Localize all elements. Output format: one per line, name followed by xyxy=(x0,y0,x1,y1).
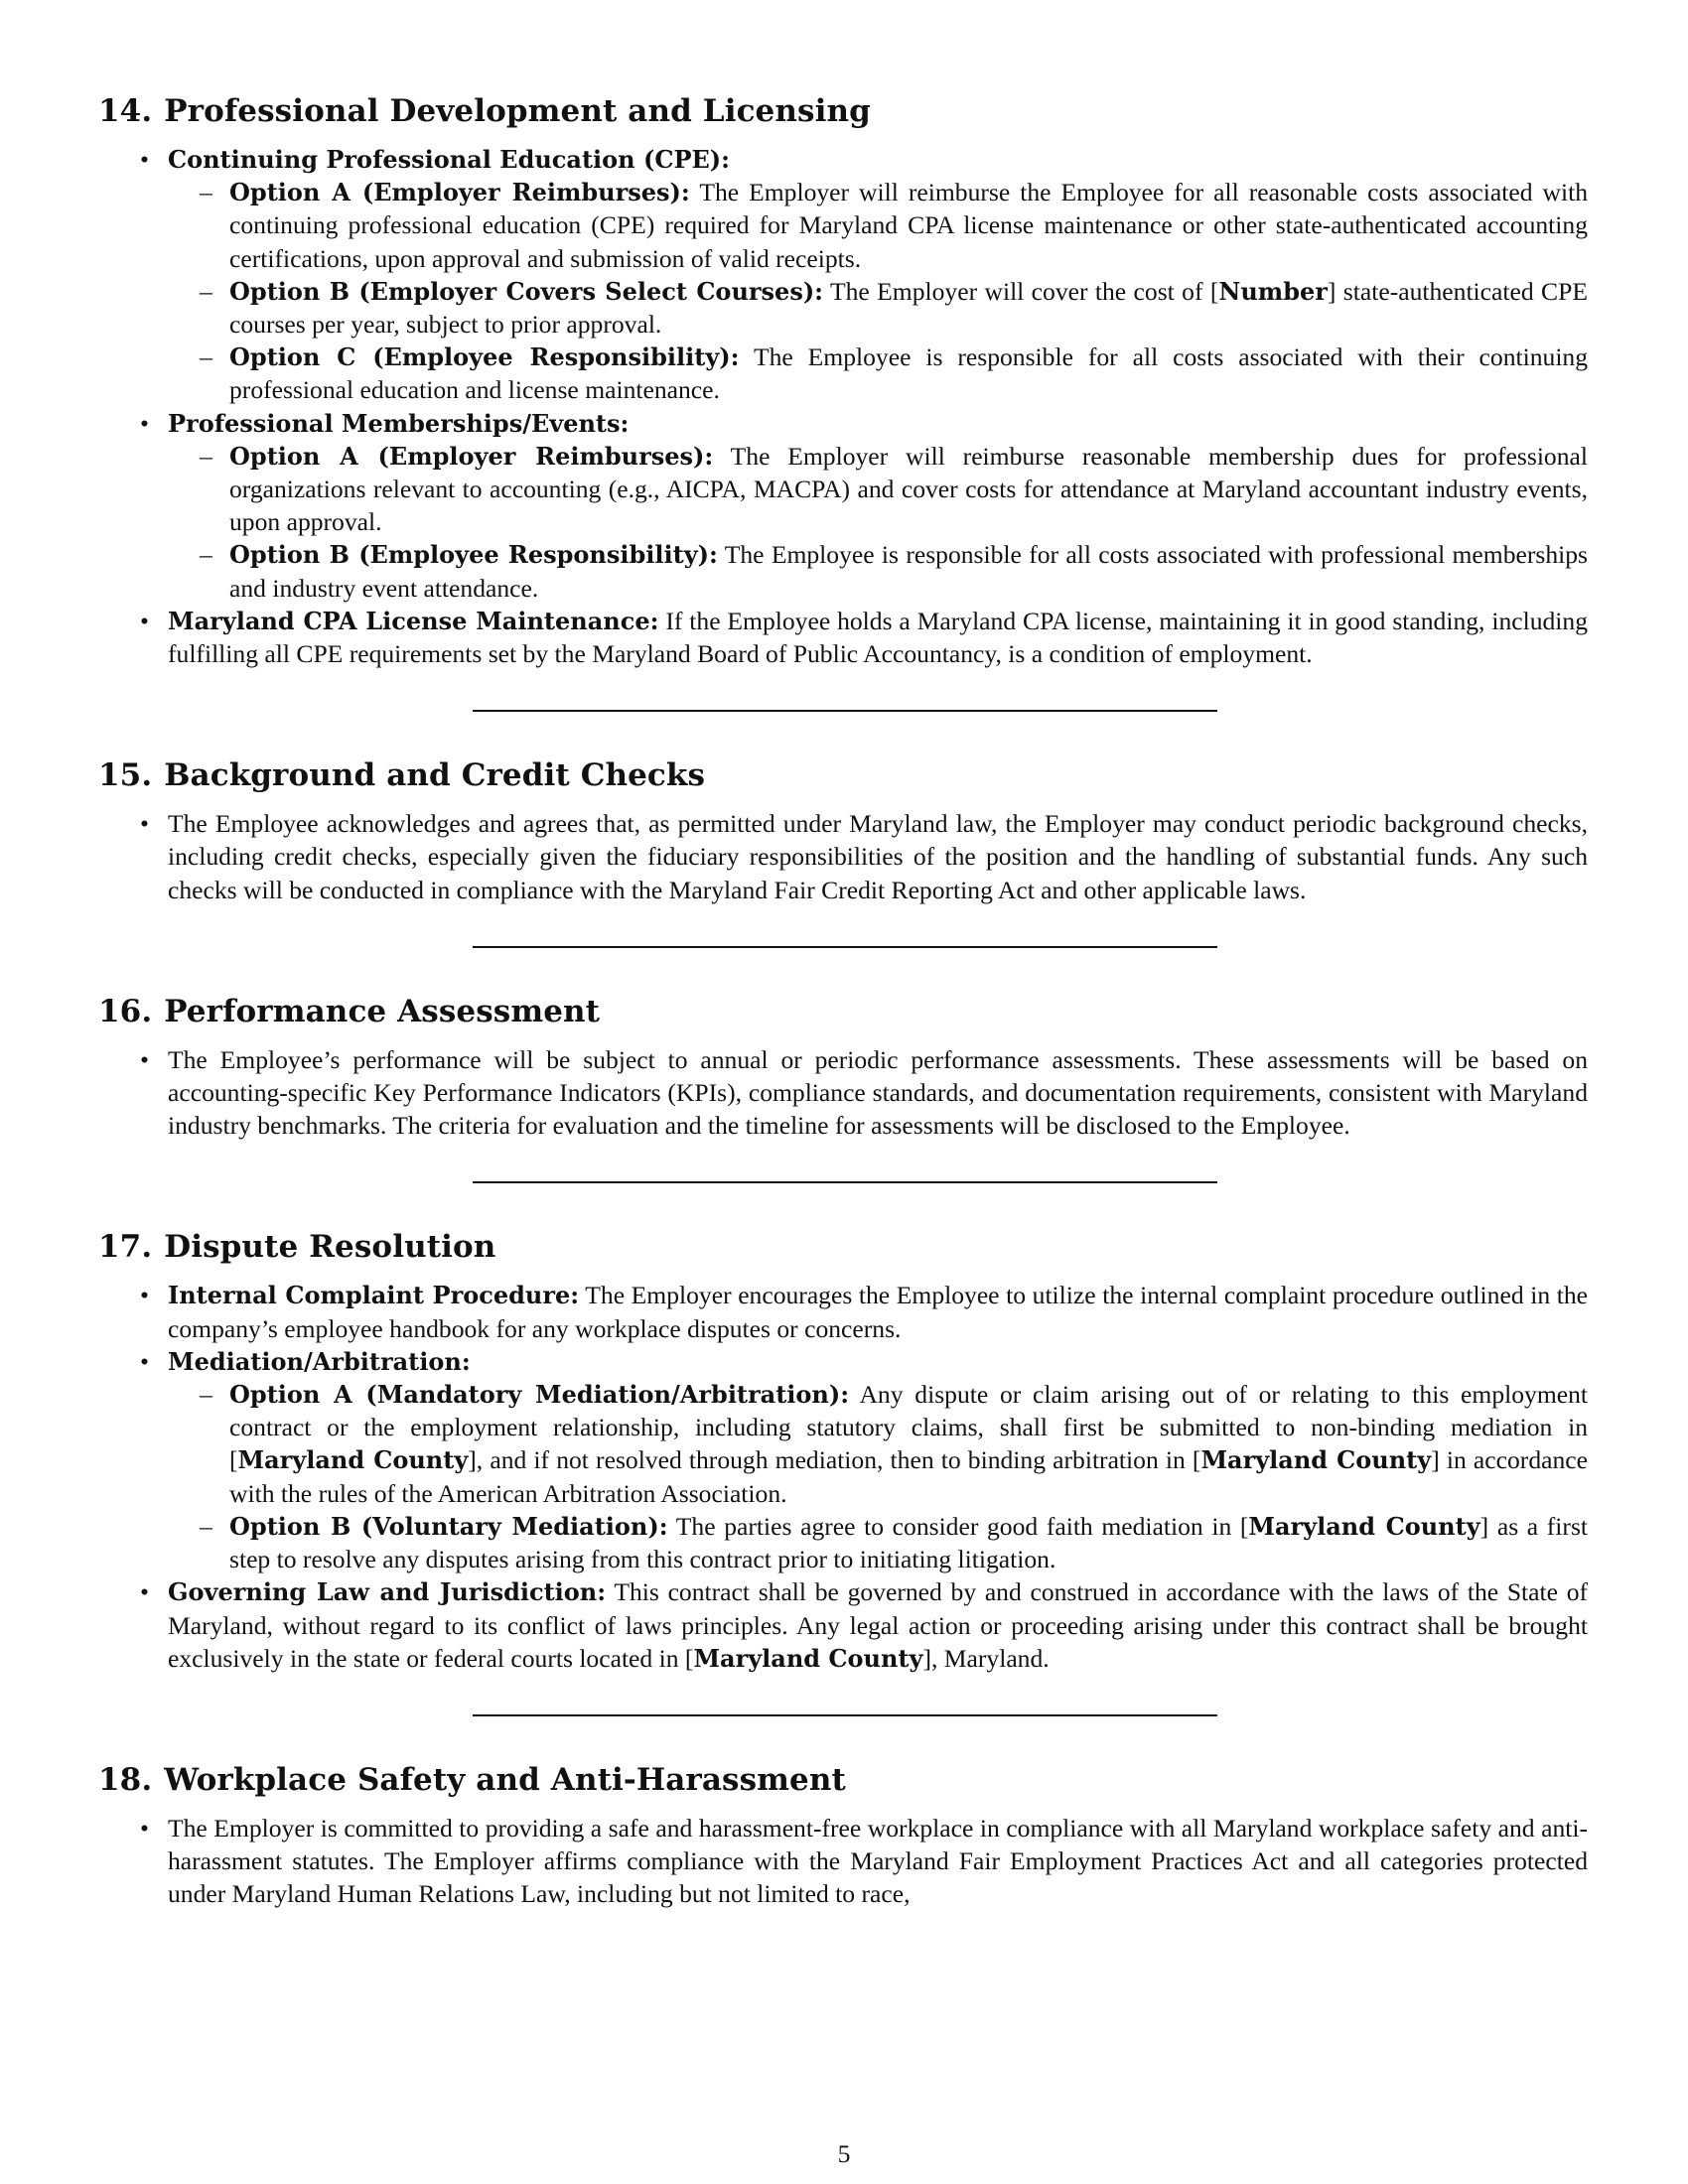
item-text: ], Maryland. xyxy=(922,1643,1050,1673)
placeholder-field: Maryland County xyxy=(1200,1445,1432,1475)
item-label: Mediation/Arbitration: xyxy=(168,1346,471,1376)
section-divider xyxy=(473,1714,1217,1716)
option-label: Option A (Mandatory Mediation/Arbitration): xyxy=(229,1380,850,1410)
option-text: The Employer will reimburse the Employee for all reasonable costs associated with continuing professional education (CPE) required for Maryland CPA license maintenance or other state-authenticated accounting certifications, upon approval and submission of valid receipts. xyxy=(229,178,1588,273)
option-label: Option B (Employee Responsibility): xyxy=(229,540,718,570)
section-heading xyxy=(98,755,1588,795)
option-label: Option A (Employer Reimburses): xyxy=(229,178,690,207)
section-15 xyxy=(98,755,1588,906)
option-list xyxy=(168,440,1588,605)
option-item xyxy=(229,440,1588,539)
section-heading xyxy=(98,992,1588,1031)
option-text: The Employee is responsible for all costs associated with professional memberships and industry event attendance. xyxy=(229,540,1588,603)
bullet-list xyxy=(98,1812,1588,1911)
option-text: ] in accordance with the rules of the American Arbitration Association. xyxy=(229,1445,1589,1508)
section-title: Workplace Safety and Anti-Harassment xyxy=(164,1761,846,1798)
list-item xyxy=(168,1043,1588,1143)
section-number: 18. xyxy=(98,1761,153,1798)
placeholder-field: Maryland County xyxy=(693,1643,923,1673)
item-label: Professional Memberships/Events: xyxy=(168,408,630,438)
item-text: The Employer encourages the Employee to utilize the internal complaint procedure outlined in the company’s employee handbook for any workplace disputes or concerns. xyxy=(168,1281,1588,1343)
option-text: The parties agree to consider good faith mediation in [ xyxy=(675,1511,1249,1541)
section-number: 14. xyxy=(98,93,153,129)
section-divider xyxy=(473,1181,1217,1183)
item-label: Internal Complaint Procedure: xyxy=(168,1281,580,1310)
list-item-governing-law xyxy=(168,1575,1588,1675)
option-label: Option B (Voluntary Mediation): xyxy=(229,1511,668,1541)
item-label: Maryland CPA License Maintenance: xyxy=(168,606,659,635)
item-text: The Employer is committed to providing a safe and harassment-free workplace in compliance with all Maryland workplace safety and anti-harassment statutes. The Employer affirms compliance with the Maryland Fair Employment Practices Act and all categories protected under Maryland Human Relations Law, including but not limited to race, xyxy=(168,1813,1588,1909)
option-item xyxy=(229,176,1588,275)
list-item-memberships xyxy=(168,407,1588,605)
option-text: Any dispute or claim arising out of or relating to this employment contract or the employment relationship, including statutory claims, shall first be submitted to non-binding mediation in [ xyxy=(229,1380,1588,1475)
section-divider xyxy=(473,710,1217,712)
option-label: Option C (Employee Responsibility): xyxy=(229,342,740,372)
bullet-list xyxy=(98,807,1588,906)
option-text: The Employee is responsible for all costs associated with their continuing professional education and license maintenance. xyxy=(229,342,1589,405)
placeholder-field: Maryland County xyxy=(1248,1511,1480,1541)
bullet-list xyxy=(98,1279,1588,1674)
option-text: ] as a first step to resolve any disputes arising from this contract prior to initiating litigation. xyxy=(229,1511,1589,1574)
section-17 xyxy=(98,1227,1588,1674)
section-title: Dispute Resolution xyxy=(164,1229,496,1266)
list-item-license xyxy=(168,605,1588,670)
section-18 xyxy=(98,1760,1588,1911)
section-number: 15. xyxy=(98,757,153,794)
option-item xyxy=(229,1510,1588,1575)
section-title: Performance Assessment xyxy=(164,993,601,1029)
item-label: Governing Law and Jurisdiction: xyxy=(168,1577,607,1607)
list-item-mediation xyxy=(168,1345,1588,1575)
page-number: 5 xyxy=(837,2139,851,2168)
section-14 xyxy=(98,91,1588,670)
item-text: If the Employee holds a Maryland CPA license, maintaining it in good standing, including fulfilling all CPE requirements set by the Maryland Board of Public Accountancy, is a condition of employment. xyxy=(168,606,1589,669)
placeholder-field: Number xyxy=(1218,276,1328,306)
item-text: The Employee’s performance will be subject to annual or periodic performance assessments. These assessments will be based on accounting-specific Key Performance Indicators (KPIs), compliance standards, and documentation requirements, consistent with Maryland industry benchmarks. The criteria for evaluation and the timeline for assessments will be disclosed to the Employee. xyxy=(168,1044,1588,1141)
section-number: 17. xyxy=(98,1229,153,1266)
option-item xyxy=(229,1378,1588,1510)
item-text: The Employee acknowledges and agrees that, as permitted under Maryland law, the Employer may conduct periodic background checks, including credit checks, especially given the fiduciary responsibilities of the position and the handling of substantial funds. Any such checks will be conducted in compliance with the Maryland Fair Credit Reporting Act and other applicable laws. xyxy=(168,809,1588,904)
section-divider xyxy=(473,946,1217,948)
list-item-cpe xyxy=(168,143,1588,407)
section-heading xyxy=(98,1227,1588,1267)
list-item xyxy=(168,807,1588,906)
section-heading xyxy=(98,1760,1588,1800)
option-item xyxy=(229,275,1588,341)
option-label: Option B (Employer Covers Select Courses): xyxy=(229,276,824,306)
option-label: Option A (Employer Reimburses): xyxy=(229,441,714,471)
section-title: Background and Credit Checks xyxy=(164,757,706,794)
list-item xyxy=(168,1812,1588,1911)
option-item xyxy=(229,341,1588,406)
section-number: 16. xyxy=(98,993,153,1029)
option-text: ] state-authenticated CPE courses per year, subject to prior approval. xyxy=(229,276,1588,340)
option-list xyxy=(168,1378,1588,1575)
section-title: Professional Development and Licensing xyxy=(164,93,871,129)
list-item-internal-complaint xyxy=(168,1279,1588,1344)
option-list xyxy=(168,176,1588,406)
document-page xyxy=(98,91,1588,1911)
bullet-list xyxy=(98,143,1588,670)
item-text: This contract shall be governed by and construed in accordance with the laws of the State of Maryland, without regard to its conflict of laws principles. Any legal action or proceeding arising under this contract shall be brought exclusively in the state or federal courts located in [ xyxy=(168,1577,1589,1673)
section-16 xyxy=(98,992,1588,1143)
option-text: The Employer will cover the cost of [ xyxy=(829,276,1219,306)
option-item xyxy=(229,538,1588,604)
bullet-list xyxy=(98,1043,1588,1143)
item-label: Continuing Professional Education (CPE): xyxy=(168,145,730,174)
option-text: ], and if not resolved through mediation, then to binding arbitration in [ xyxy=(468,1445,1201,1475)
section-heading xyxy=(98,91,1588,131)
option-text: The Employer will reimburse reasonable membership dues for professional organizations relevant to accounting (e.g., AICPA, MACPA) and cover costs for attendance at Maryland accountant industry events, upon approval. xyxy=(229,441,1588,537)
placeholder-field: Maryland County xyxy=(237,1445,469,1475)
